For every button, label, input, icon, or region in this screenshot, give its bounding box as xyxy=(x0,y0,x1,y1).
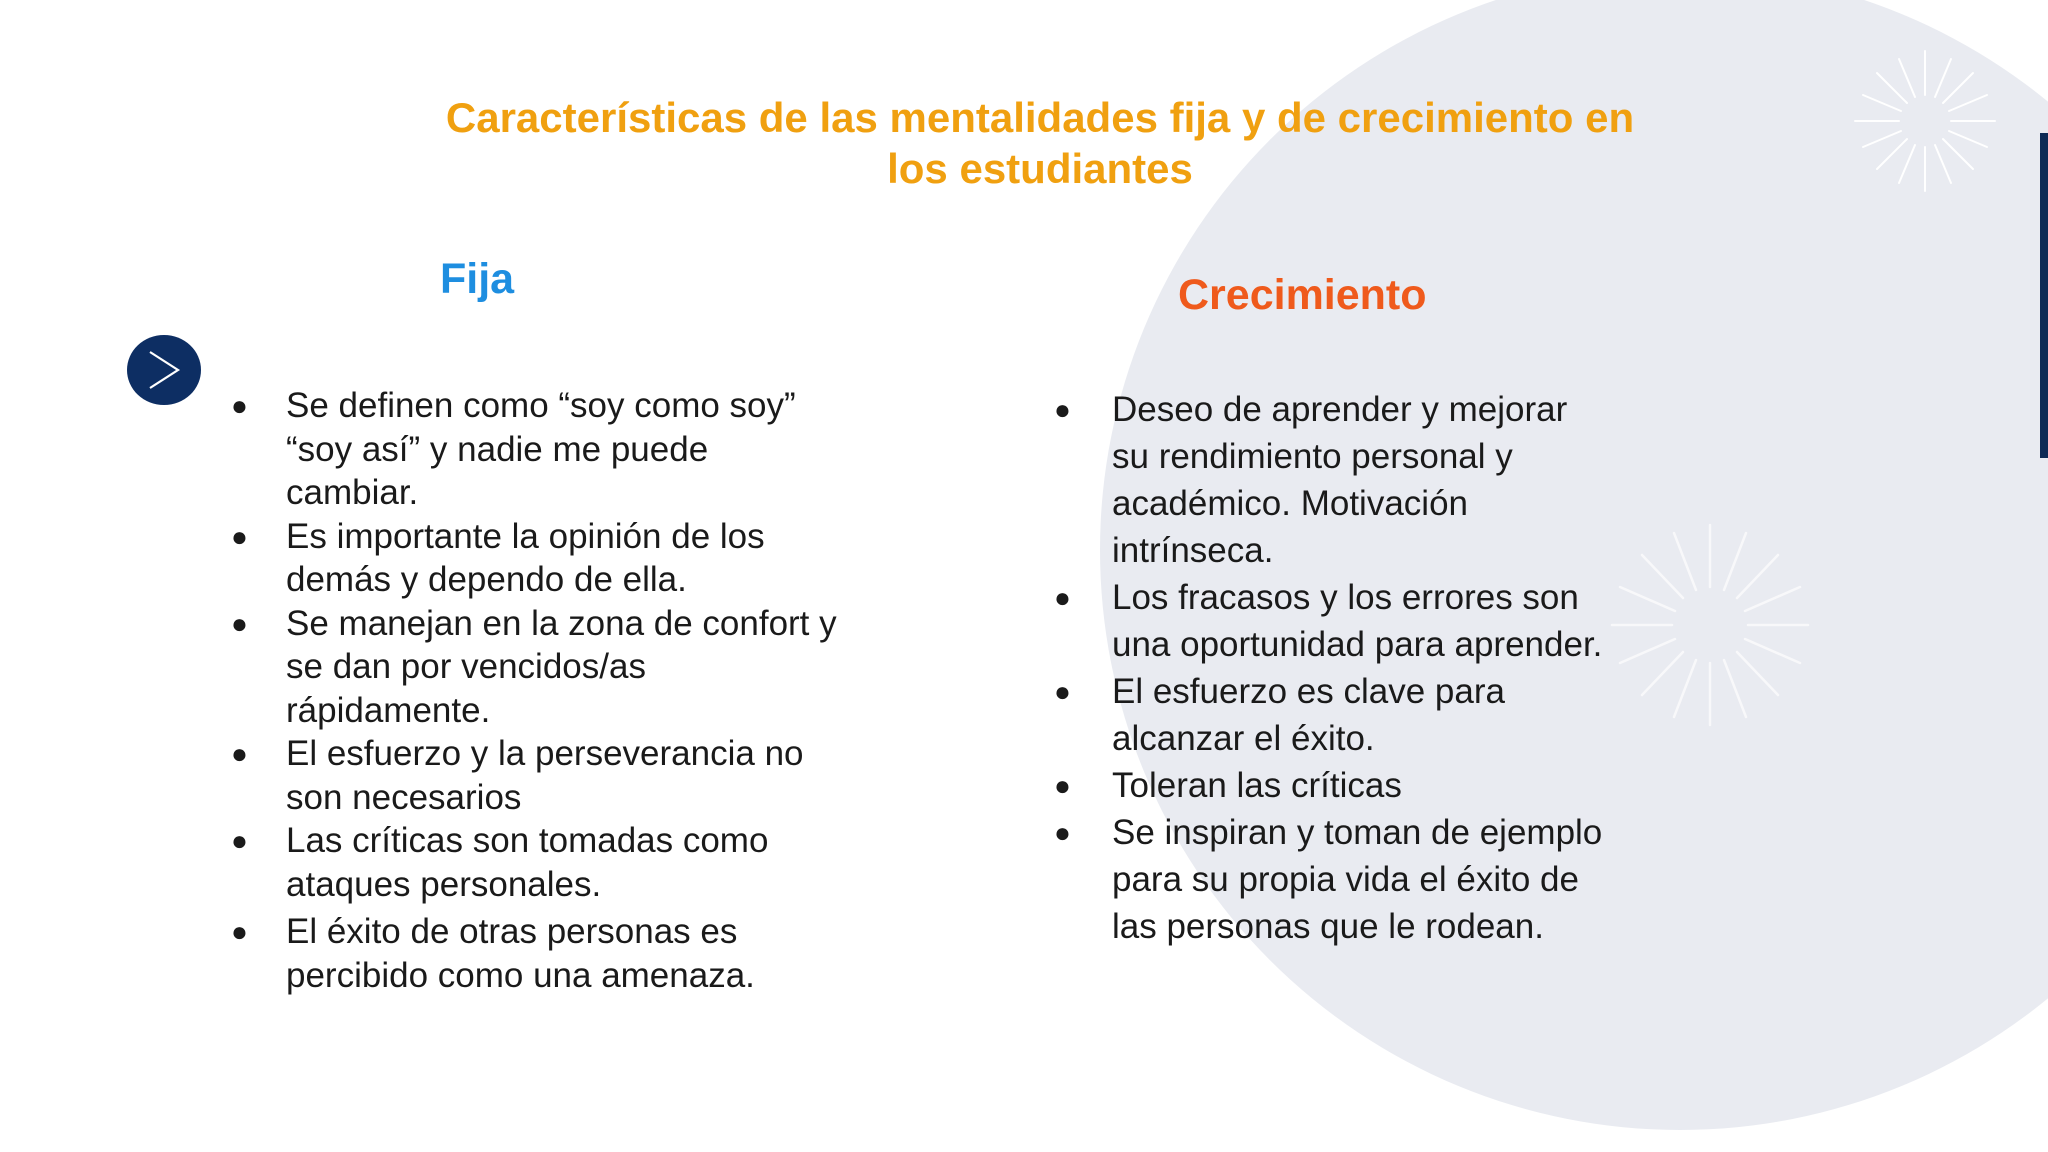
bullet-icon: ● xyxy=(1054,582,1071,613)
bullet-icon: ● xyxy=(1054,394,1071,425)
list-item-text: Deseo de aprender y mejorar su rendimiento personal y académico. Motivación intrínseca. xyxy=(1112,390,1568,570)
list-item-text: El éxito de otras personas es percibido como una amenaza. xyxy=(286,912,755,995)
bullet-icon: ● xyxy=(1054,817,1071,848)
bullet-icon: ● xyxy=(231,390,248,421)
bullet-icon: ● xyxy=(231,738,248,769)
list-item xyxy=(231,732,846,819)
list-item-text: El esfuerzo es clave para alcanzar el éxito. xyxy=(1112,672,1505,758)
list-item xyxy=(231,910,846,997)
fija-heading: Fija xyxy=(440,255,515,303)
list-item-text: Los fracasos y los errores son una oportunidad para aprender. xyxy=(1112,578,1603,664)
bullet-icon: ● xyxy=(231,520,248,552)
bullet-icon: ● xyxy=(231,916,248,947)
list-item xyxy=(231,384,846,515)
list-item-text: Se manejan en la zona de confort y se dan por vencidos/as rápidamente. xyxy=(286,603,837,730)
crecimiento-heading: Crecimiento xyxy=(1178,271,1427,319)
list-item xyxy=(1054,762,1612,809)
list-item-text: Toleran las críticas xyxy=(1112,766,1402,805)
sparkle-icon xyxy=(1610,520,1810,730)
bullet-icon: ● xyxy=(1054,770,1071,801)
bullet-icon: ● xyxy=(231,607,248,639)
fija-list xyxy=(231,384,846,997)
list-item-text: Es importante la opinión de los demás y dependo de ella. xyxy=(286,516,765,599)
list-item xyxy=(1054,668,1612,762)
bullet-icon: ● xyxy=(1054,676,1071,707)
list-item-text: Se inspiran y toman de ejemplo para su propia vida el éxito de las personas que le rodean. xyxy=(1112,813,1603,946)
next-slide-button[interactable] xyxy=(127,335,201,405)
sparkle-icon xyxy=(1852,48,1998,194)
list-item xyxy=(231,819,846,906)
list-item-text: Se definen como “soy como soy” “soy así” y nadie me puede cambiar. xyxy=(286,386,796,512)
list-item xyxy=(231,515,846,602)
list-item xyxy=(1054,809,1612,950)
list-item xyxy=(1054,386,1612,574)
chevron-right-icon xyxy=(144,348,184,392)
bullet-icon: ● xyxy=(231,825,248,856)
accent-bar xyxy=(2040,133,2048,458)
list-item-text: Las críticas son tomadas como ataques personales. xyxy=(286,821,769,904)
list-item xyxy=(231,602,846,733)
crecimiento-list xyxy=(1054,386,1612,950)
list-item xyxy=(1054,574,1612,668)
page-title: Características de las mentalidades fija y de crecimiento en los estudiantes xyxy=(445,94,1635,192)
list-item-text: El esfuerzo y la perseverancia no son necesarios xyxy=(286,734,804,817)
